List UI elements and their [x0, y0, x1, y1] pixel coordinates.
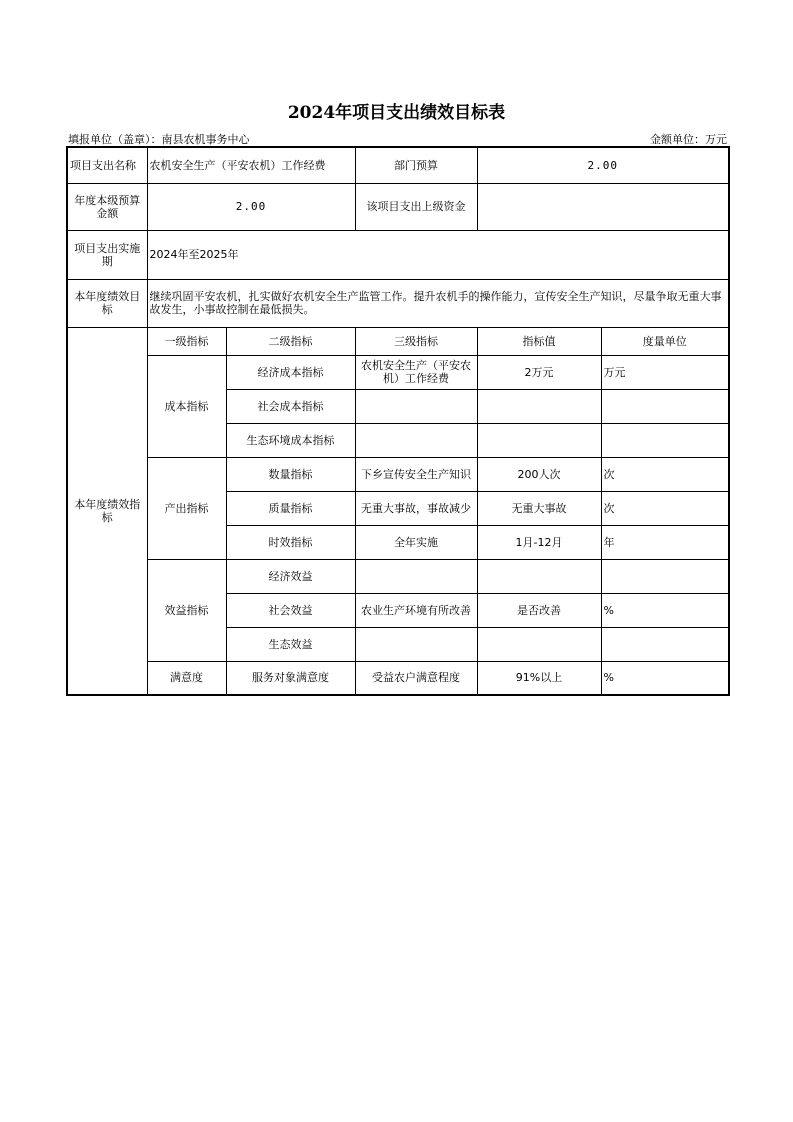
unit-cell: 次 [601, 457, 729, 491]
level3-cell: 下乡宣传安全生产知识 [355, 457, 477, 491]
level2-cell: 数量指标 [226, 457, 355, 491]
level3-cell: 无重大事故，事故减少 [355, 491, 477, 525]
table-row [67, 183, 729, 230]
value-cell: 1月-12月 [477, 525, 601, 559]
upper-funds-label: 该项目支出上级资金 [355, 183, 477, 230]
level3-cell [355, 627, 477, 661]
value-cell [477, 627, 601, 661]
annual-budget-label: 年度本级预算金额 [67, 183, 147, 230]
level3-cell: 农业生产环境有所改善 [355, 593, 477, 627]
level2-cell: 时效指标 [226, 525, 355, 559]
project-name-value: 农机安全生产（平安农机）工作经费 [147, 147, 355, 183]
level3-cell: 受益农户满意程度 [355, 661, 477, 695]
goal-value: 继续巩固平安农机，扎实做好农机安全生产监管工作。提升农机手的操作能力，宣传安全生产知识，尽量争取无重大事故发生，小事故控制在最低损失。 [147, 279, 729, 327]
filing-unit: 填报单位（盖章）：南县农机事务中心 [68, 133, 250, 146]
amount-unit: 金额单位：万元 [650, 133, 727, 146]
header-value: 指标值 [477, 327, 601, 355]
project-name-label: 项目支出名称 [67, 147, 147, 183]
level3-cell [355, 389, 477, 423]
header-level2: 二级指标 [226, 327, 355, 355]
value-cell: 是否改善 [477, 593, 601, 627]
table-row [67, 355, 729, 389]
level2-cell: 生态效益 [226, 627, 355, 661]
level3-cell [355, 559, 477, 593]
level3-cell: 全年实施 [355, 525, 477, 559]
value-cell [477, 423, 601, 457]
unit-cell: 万元 [601, 355, 729, 389]
value-cell [477, 389, 601, 423]
unit-cell: 年 [601, 525, 729, 559]
unit-cell [601, 559, 729, 593]
level1-cell: 满意度 [147, 661, 226, 695]
level2-cell: 经济效益 [226, 559, 355, 593]
table-row [67, 559, 729, 593]
level1-cell: 效益指标 [147, 559, 226, 661]
value-cell: 200人次 [477, 457, 601, 491]
table-row [67, 279, 729, 327]
dept-budget-value: 2.00 [477, 147, 729, 183]
level2-cell: 生态环境成本指标 [226, 423, 355, 457]
value-cell [477, 559, 601, 593]
table-row [67, 661, 729, 695]
unit-cell [601, 389, 729, 423]
page-title: 2024年项目支出绩效目标表 [287, 103, 506, 123]
value-cell: 无重大事故 [477, 491, 601, 525]
annual-budget-value: 2.00 [147, 183, 355, 230]
unit-cell [601, 423, 729, 457]
level1-cell: 成本指标 [147, 355, 226, 457]
level1-cell: 产出指标 [147, 457, 226, 559]
unit-cell: % [601, 661, 729, 695]
header-unit: 度量单位 [601, 327, 729, 355]
value-cell: 2万元 [477, 355, 601, 389]
level2-cell: 经济成本指标 [226, 355, 355, 389]
table-row [67, 327, 729, 355]
level2-cell: 社会效益 [226, 593, 355, 627]
performance-table [66, 146, 730, 696]
level3-cell: 农机安全生产（平安农机）工作经费 [355, 355, 477, 389]
indicators-section-label: 本年度绩效指标 [67, 327, 147, 695]
period-label: 项目支出实施期 [67, 230, 147, 279]
level2-cell: 服务对象满意度 [226, 661, 355, 695]
level3-cell [355, 423, 477, 457]
table-row [67, 457, 729, 491]
period-value: 2024年至2025年 [147, 230, 729, 279]
upper-funds-value [477, 183, 729, 230]
unit-cell: 次 [601, 491, 729, 525]
dept-budget-label: 部门预算 [355, 147, 477, 183]
goal-label: 本年度绩效目标 [67, 279, 147, 327]
level2-cell: 质量指标 [226, 491, 355, 525]
header-level3: 三级指标 [355, 327, 477, 355]
level2-cell: 社会成本指标 [226, 389, 355, 423]
header-level1: 一级指标 [147, 327, 226, 355]
unit-cell: % [601, 593, 729, 627]
table-row [67, 147, 729, 183]
table-row [67, 230, 729, 279]
unit-cell [601, 627, 729, 661]
value-cell: 91%以上 [477, 661, 601, 695]
